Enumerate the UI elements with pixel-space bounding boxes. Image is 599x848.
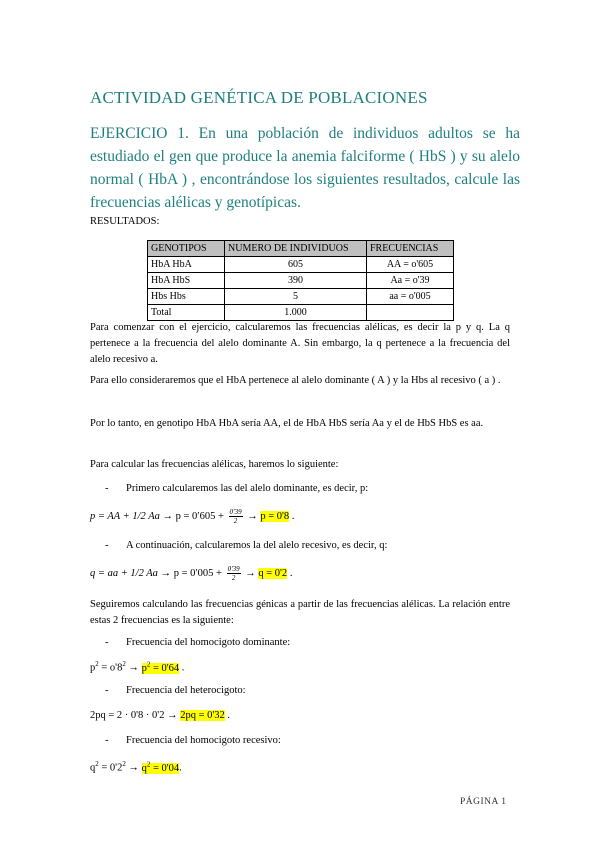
table-cell: 605 [225, 257, 367, 273]
eq-symbol: p [90, 662, 96, 674]
bullet-homozygous-recessive [105, 735, 281, 746]
fraction-denominator: 2 [231, 574, 236, 582]
results-label: RESULTADOS: [90, 216, 160, 227]
bullet-dash: - [105, 685, 109, 696]
bullet-text: Primero calcularemos las del alelo dominante, es decir, p: [126, 483, 369, 494]
results-table [147, 240, 454, 321]
result-highlight: $q^2 = 0'04$ [141, 760, 180, 774]
eq-value: = o'8 [98, 662, 123, 674]
table-cell [367, 305, 454, 321]
paragraph-genotypes: Por lo tanto, en genotipo HbA HbA sería AA, el de HbA HbS sería Aa y el de HbS HbS es aa. [90, 418, 484, 429]
bullet-text: A continuación, calcularemos la del alelo recesivo, es decir, q: [126, 540, 388, 551]
eq-value: = 0'64 [150, 662, 180, 674]
formula-q: q = aa + 1/2 Aa → p = 0′005 + $\frac{0'39}{2}$ → q = 0'2 . [90, 565, 293, 582]
eq-left: 2pq = 2 · 0'8 · 0'2 → [90, 710, 181, 721]
result-highlight: $p^2 = 0'64$ [141, 660, 180, 674]
formula-p: p = AA + 1/2 Aa → p = 0′605 + $\frac{0'39}{2}$ → p = 0'8 . [90, 508, 295, 525]
arrow-symbol: → [247, 510, 258, 522]
bullet-text: Frecuencia del heterocigoto: [126, 685, 246, 696]
equation-q-squared: $q^2 = 0'2^2 \to q^2 = 0'04$. [90, 760, 182, 774]
table-cell: HbA HbS [148, 273, 225, 289]
table-header-row [148, 241, 454, 257]
table-cell: Hbs Hbs [148, 289, 225, 305]
table-cell: Aa = o'39 [367, 273, 454, 289]
bullet-dash: - [105, 735, 109, 746]
formula-middle: → p = 0′005 + [160, 567, 222, 579]
paragraph-allelic-method: Para calcular las frecuencias alélicas, haremos lo siguiente: [90, 459, 339, 470]
column-header: GENOTIPOS [148, 241, 225, 257]
bullet-heterozygous [105, 685, 246, 696]
column-header: FRECUENCIAS [367, 241, 454, 257]
column-header: NUMERO DE INDIVIDUOS [225, 241, 367, 257]
table-cell: AA = o'605 [367, 257, 454, 273]
formula-middle: → p = 0′605 + [162, 510, 224, 522]
bullet-text: Frecuencia del homocigoto dominante: [126, 637, 291, 648]
page-number: PÁGINA 1 [460, 797, 507, 807]
table-row [148, 273, 454, 289]
fraction-denominator: 2 [233, 517, 238, 525]
paragraph-alleles: Para ello consideraremos que el HbA pertenece al alelo dominante ( A ) y la Hbs al recesivo ( a ) . [90, 375, 501, 386]
result-highlight: 2pq = 0'32 [180, 710, 225, 721]
bullet-dash: - [105, 637, 109, 648]
eq-symbol: p [141, 662, 147, 674]
eq-value: = 0'04 [150, 762, 180, 774]
equation-p-squared: $p^2 = o'8^2 \to p^2 = 0'64$ . [90, 660, 185, 674]
result-highlight: q = 0'2 [258, 567, 288, 579]
formula-left: p = AA + 1/2 Aa [90, 510, 160, 522]
table-cell: Total [148, 305, 225, 321]
result-highlight: p = 0'8 [260, 510, 290, 522]
fraction-numerator: 0′39 [229, 508, 242, 516]
formula-fraction [227, 565, 241, 582]
bullet-dash: - [105, 540, 109, 551]
equation-2pq: 2pq = 2 · 0'8 · 0'2 → 2pq = 0'32 . [90, 710, 231, 721]
arrow-symbol: → [125, 762, 142, 774]
table-row [148, 257, 454, 273]
fraction-numerator: 0′39 [227, 565, 240, 573]
formula-left: q = aa + 1/2 Aa [90, 567, 158, 579]
paragraph-intro: Para comenzar con el ejercicio, calcularemos las frecuencias alélicas, es decir la p y q. La q pertenece a la frecuencia del alelo dominante A. Sin embargo, la q pertenece a la frecuencia del alelo recesivo a. [90, 322, 510, 365]
eq-symbol: q [141, 762, 147, 774]
bullet-text: Frecuencia del homocigoto recesivo: [126, 735, 281, 746]
arrow-symbol: → [125, 662, 142, 674]
table-cell: HbA HbA [148, 257, 225, 273]
table-cell: 390 [225, 273, 367, 289]
table-cell: 1.000 [225, 305, 367, 321]
table-cell: aa = o'005 [367, 289, 454, 305]
exercise-statement: EJERCICIO 1. En una población de individuos adultos se ha estudiado el gen que produce la anemia falciforme ( HbS ) y su alelo normal ( HbA ) , encontrándose los siguientes resultados, calcule las frecuencias alélicas y genotípicas. [90, 125, 520, 211]
eq-value: = 0'2 [98, 762, 123, 774]
page-title: ACTIVIDAD GENÉTICA DE POBLACIONES [90, 88, 428, 107]
eq-symbol: q [90, 762, 96, 774]
bullet-recessive [105, 540, 387, 551]
bullet-dominant [105, 483, 368, 494]
bullet-dash: - [105, 483, 109, 494]
table-cell: 5 [225, 289, 367, 305]
bullet-homozygous-dominant [105, 637, 290, 648]
formula-fraction [229, 508, 243, 525]
table-row [148, 289, 454, 305]
arrow-symbol: → [245, 567, 256, 579]
table-row [148, 305, 454, 321]
paragraph-genic: Seguiremos calculando las frecuencias génicas a partir de las frecuencias alélicas. La relación entre estas 2 frecuencias es la siguiente: [90, 599, 510, 626]
